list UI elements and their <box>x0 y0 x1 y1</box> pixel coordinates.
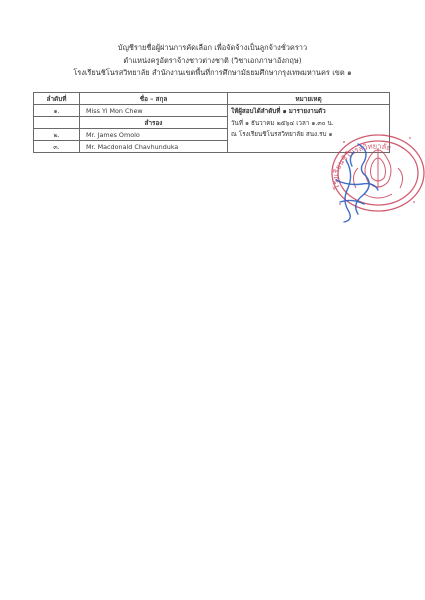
header-title: บัญชีรายชื่อผู้ผ่านการคัดเลือก เพื่อจัดจ้างเป็นลูกจ้างชั่วคราว <box>117 43 308 52</box>
column-header-remark: หมายเหตุ <box>228 93 390 105</box>
remark-line: วันที่ ๑ ธันวาคม ๒๕๖๔ เวลา ๑.๓๐ น. <box>231 119 334 127</box>
remark-line: ณ โรงเรียนชิโนรสวิทยาลัย สนง.รบ ๑ <box>231 131 333 138</box>
table-header-row <box>34 93 390 105</box>
row-name: Mr. Macdonald Chavhunduka <box>80 141 228 153</box>
row-order: ๑. <box>34 105 80 117</box>
row-name: Mr. James Omolo <box>80 129 228 141</box>
column-header-name: ชื่อ – สกุล <box>80 93 228 105</box>
header-school: โรงเรียนชิโนรสวิทยาลัย สำนักงานเขตพื้นที่การศึกษามัธยมศึกษากรุงเทพมหานคร เขต ๑ <box>73 68 352 77</box>
column-header-order: ลำดับที่ <box>34 93 80 105</box>
row-name: Miss Yi Mon Chew <box>80 105 228 117</box>
row-order: ๓. <box>34 141 80 153</box>
reserve-label: สำรอง <box>80 117 228 129</box>
handwritten-signature-icon <box>318 140 388 225</box>
header-position: ตำแหน่งครูอัตราจ้างชาวต่างชาติ (วิชาเอกภาษาอังกฤษ) <box>123 55 302 65</box>
seal-text: โรงเรียนชิโนรสวิทยาลัย <box>331 141 393 191</box>
remark-line: ให้ผู้สอบได้ลำดับที่ ๑ มารายงานตัว <box>231 108 326 115</box>
table-row <box>34 105 390 117</box>
document-header <box>0 42 425 80</box>
row-order: ๒. <box>34 129 80 141</box>
